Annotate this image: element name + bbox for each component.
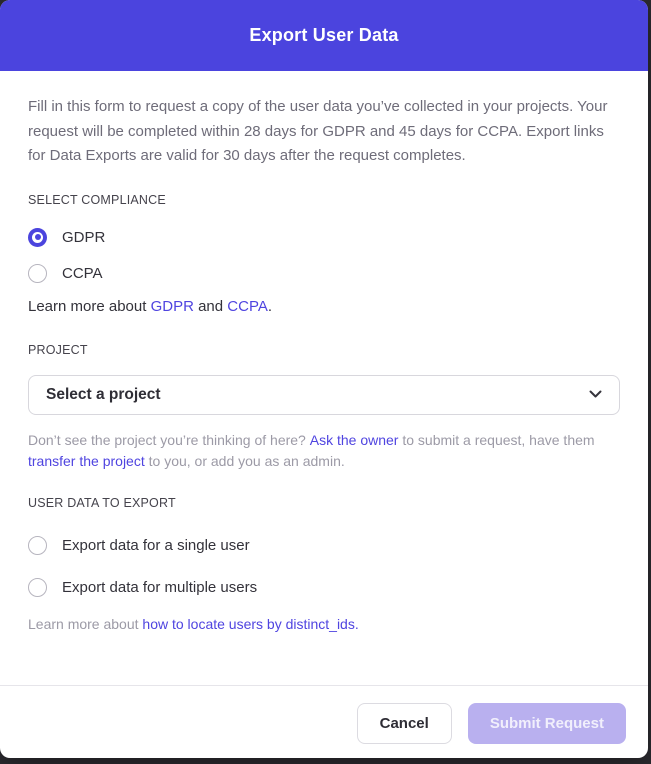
gdpr-link[interactable]: GDPR <box>150 297 194 315</box>
radio-label-ccpa: CCPA <box>62 264 103 282</box>
radio-option-multiple-users[interactable] <box>28 578 620 597</box>
radio-button-single-user[interactable] <box>28 536 47 555</box>
modal-title: Export User Data <box>249 25 399 45</box>
ask-the-owner-link[interactable]: Ask the owner <box>309 431 399 448</box>
intro-text: Fill in this form to request a copy of the user data you’ve collected in your projects. Your request will be completed within 28 days for GDPR and 45 days for CCPA. Export links for Data Exports are valid for 30 days after the request completes. <box>28 98 608 164</box>
project-section-label: PROJECT <box>28 342 88 357</box>
chevron-down-icon <box>589 390 602 399</box>
radio-label-gdpr: GDPR <box>62 228 106 246</box>
project-help-part1: Don’t see the project you’re thinking of here? <box>28 431 310 448</box>
radio-label-single-user: Export data for a single user <box>62 536 250 554</box>
radio-button-ccpa[interactable] <box>28 264 47 283</box>
user-data-section-label: USER DATA TO EXPORT <box>28 495 176 510</box>
submit-request-button[interactable]: Submit Request <box>468 703 626 744</box>
radio-option-ccpa[interactable] <box>28 264 620 283</box>
distinct-ids-learn-more <box>28 616 620 632</box>
transfer-the-project-link[interactable]: transfer the project <box>28 452 145 469</box>
project-select-value: Select a project <box>46 385 161 403</box>
cancel-button[interactable]: Cancel <box>357 703 452 744</box>
compliance-section-label: SELECT COMPLIANCE <box>28 192 166 207</box>
project-help-part3: to you, or add you as an admin. <box>144 452 345 469</box>
radio-option-single-user[interactable] <box>28 536 620 555</box>
project-help-part2: to submit a request, have them <box>398 431 595 448</box>
radio-button-gdpr[interactable] <box>28 228 47 247</box>
compliance-learn-more-prefix: Learn more about <box>28 297 151 315</box>
radio-label-multiple-users: Export data for multiple users <box>62 578 258 596</box>
radio-button-multiple-users[interactable] <box>28 578 47 597</box>
radio-option-gdpr[interactable] <box>28 228 620 247</box>
project-select[interactable] <box>28 375 620 415</box>
ccpa-link[interactable]: CCPA <box>227 297 268 315</box>
modal-footer <box>0 685 648 758</box>
distinct-ids-learn-more-prefix: Learn more about <box>28 615 143 632</box>
modal-header <box>0 0 648 71</box>
compliance-learn-more-suffix: . <box>267 297 273 315</box>
distinct-ids-link[interactable]: how to locate users by distinct_ids. <box>142 615 359 632</box>
modal-body <box>0 71 648 685</box>
compliance-learn-more-middle: and <box>193 297 228 315</box>
project-help-text <box>28 430 620 472</box>
compliance-learn-more <box>28 298 620 315</box>
